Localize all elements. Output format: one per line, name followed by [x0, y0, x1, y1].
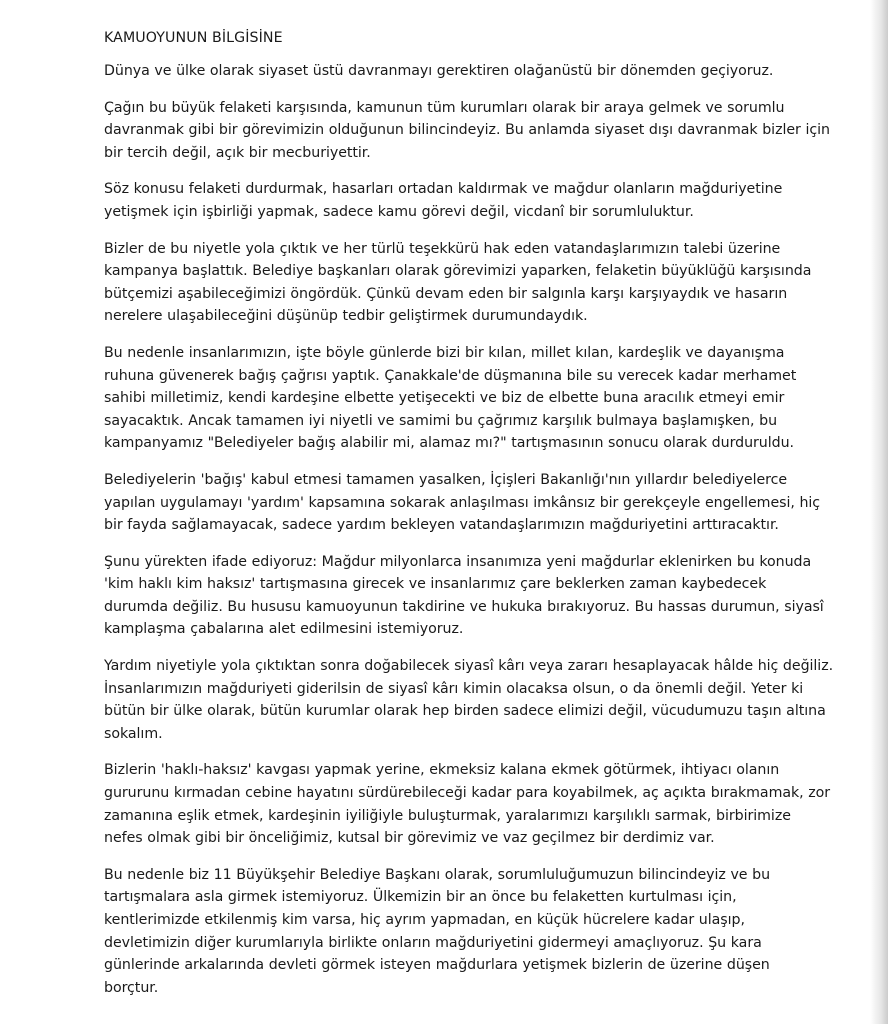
- paragraph-line: nerelere ulaşabileceğini düşünüp tedbir geliştirmek durumundaydık.: [104, 308, 588, 325]
- paragraph-line: tartışmalara asla girmek istemiyoruz. Ülkemizin bir an önce bu felaketten kurtulması için,: [104, 889, 737, 906]
- paragraph: [104, 551, 848, 641]
- paragraph-line: Bizlerin 'haklı-haksız' kavgası yapmak yerine, ekmeksiz kalana ekmek götürmek, ihtiyacı olanın: [104, 762, 780, 779]
- paragraph: [104, 655, 848, 745]
- paragraph: [104, 759, 848, 849]
- paragraph-line: yetişmek için işbirliği yapmak, sadece kamu görevi değil, vicdanî bir sorumluluktur.: [104, 203, 694, 220]
- paragraph: [104, 178, 848, 223]
- paragraph: [104, 60, 848, 83]
- paragraph-line: bir tercih değil, açık bir mecburiyettir.: [104, 144, 371, 161]
- paragraph-line: bir fayda sağlamayacak, sadece yardım bekleyen vatandaşlarımızın mağduriyetini arttıracaktır.: [104, 517, 779, 534]
- paragraph-line: sokalım.: [104, 725, 163, 742]
- paragraph-line: Bizler de bu niyetle yola çıktık ve her türlü teşekkürü hak eden vatandaşlarımızın talebi üzerine: [104, 240, 781, 257]
- paragraph-line: borçtur.: [104, 979, 159, 996]
- paragraph-line: devletimizin diğer kurumlarıyla birlikte onların mağduriyetini gidermeyi amaçlıyoruz. Şu kara: [104, 934, 762, 951]
- paragraph-line: Belediyelerin 'bağış' kabul etmesi tamamen yasalken, İçişleri Bakanlığı'nın yıllardır belediyelerce: [104, 471, 788, 488]
- paragraph: [104, 238, 848, 328]
- paragraph-line: 'kim haklı kim haksız' tartışmasına girecek ve insanlarımız çare beklerken zaman kaybedecek: [104, 576, 767, 593]
- paragraph-line: günlerinde arkalarında devleti görmek isteyen mağdurlara yetişmek bizlerin de üzerine düşen: [104, 957, 770, 974]
- paragraph-line: kamplaşma çabalarına alet edilmesini istemiyoruz.: [104, 621, 464, 638]
- paragraph-line: bütçemizi aşabileceğimizi öngördük. Çünkü devam eden bir salgınla karşı karşıyaydık ve hasarın: [104, 285, 788, 302]
- paragraph-line: kampanya başlattık. Belediye başkanları olarak görevimizi yaparken, felaketin büyüklüğü karşısında: [104, 263, 812, 280]
- page-edge-shadow: [870, 0, 888, 1024]
- paragraph: [104, 469, 848, 537]
- paragraph-line: zamanına eşlik etmek, kardeşinin iyiliğiyle buluşturmak, yaralarımızı karşılıklı sarmak, birbirimize: [104, 807, 791, 824]
- paragraph-line: İnsanlarımızın mağduriyeti giderilsin de siyasî kârı kimin olacaksa olsun, o da önemli değil. Yeter ki: [104, 680, 804, 697]
- paragraph-line: ruhuna güvenerek bağış çağrısı yaptık. Çanakkale'de düşmanına bile su verecek kadar merhamet: [104, 367, 797, 384]
- paragraph-line: nefes olmak gibi bir önceliğimiz, kutsal bir görevimiz ve vaz geçilmez bir derdimiz var.: [104, 830, 715, 847]
- paragraph-line: bütün bir ülke olarak, bütün kurumlar olarak hep birden sadece elimizi değil, vücudumuzu taşın altına: [104, 703, 826, 720]
- paragraph-line: sahibi milletimiz, kendi kardeşine elbette yetişecekti ve biz de elbette buna aracılık etmeyi emir: [104, 390, 785, 407]
- paragraph-line: Bu nedenle insanlarımızın, işte böyle günlerde bizi bir kılan, millet kılan, kardeşlik ve dayanışma: [104, 344, 785, 361]
- paragraph-line: sayacaktık. Ancak tamamen iyi niyetli ve samimi bu çağrımız karşılık bulmaya başlamışken, bu: [104, 412, 778, 429]
- document-body: [104, 60, 848, 999]
- paragraph-line: yapılan uygulamayı 'yardım' kapsamına sokarak anlaşılması imkânsız bir gerekçeyle engellemesi, hiç: [104, 494, 821, 511]
- paragraph-line: Şunu yürekten ifade ediyoruz: Mağdur milyonlarca insanımıza yeni mağdurlar eklenirken bu konuda: [104, 553, 812, 570]
- paragraph-line: durumda değiliz. Bu hususu kamuoyunun takdirine ve hukuka bırakıyoruz. Bu hassas durumun, siyasî: [104, 598, 824, 615]
- paragraph-line: davranmak gibi bir görevimizin olduğunun bilincindeyiz. Bu anlamda siyaset dışı davranmak bizler için: [104, 122, 830, 139]
- document-title: KAMUOYUNUN BİLGİSİNE: [104, 30, 283, 46]
- paragraph-line: Dünya ve ülke olarak siyaset üstü davranmayı gerektiren olağanüstü bir dönemden geçiyoruz.: [104, 63, 774, 79]
- paragraph-line: kentlerimizde etkilenmiş kim varsa, hiç ayrım yapmadan, en küçük hücrelere kadar ulaşıp,: [104, 912, 745, 928]
- paragraph-line: Bu nedenle biz 11 Büyükşehir Belediye Başkanı olarak, sorumluluğumuzun bilincindeyiz ve bu: [104, 866, 771, 883]
- paragraph-line: gururunu kırmadan cebine hayatını sürdürebileceği kadar para koyabilmek, aç açıkta bırakmamak, zor: [104, 785, 831, 802]
- paragraph: [104, 342, 848, 455]
- paragraph-line: kampanyamız "Belediyeler bağış alabilir mi, alamaz mı?" tartışmasının sonucu olarak durduruldu.: [104, 435, 794, 452]
- paragraph-line: Söz konusu felaketi durdurmak, hasarları ortadan kaldırmak ve mağdur olanların mağduriyetine: [104, 181, 783, 198]
- paragraph: [104, 97, 848, 165]
- paragraph-line: Çağın bu büyük felaketi karşısında, kamunun tüm kurumları olarak bir araya gelmek ve sorumlu: [104, 99, 785, 116]
- paragraph-line: Yardım niyetiyle yola çıktıktan sonra doğabilecek siyasî kârı veya zararı hesaplayacak hâlde hiç değiliz.: [104, 658, 834, 675]
- paragraph: [104, 864, 848, 1000]
